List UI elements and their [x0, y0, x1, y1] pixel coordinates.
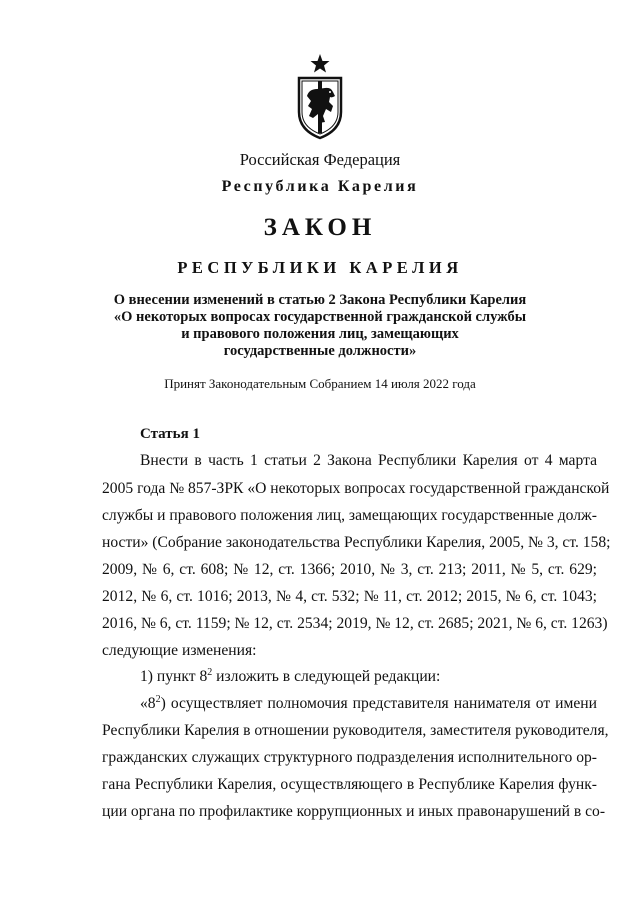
article-heading: Статья 1: [140, 426, 200, 442]
republic-name: Республика Карелия: [221, 178, 419, 195]
law-subject: [0, 292, 640, 360]
subject-line: О внесении изменений в статью 2 Закона Республики Карелия: [113, 292, 527, 308]
amendment-item: [140, 668, 597, 686]
paragraph-line: 2012, № 6, ст. 1016; 2013, № 4, ст. 532; № 11, ст. 2012; 2015, № 6, ст. 1043;: [102, 588, 597, 605]
subject-line: «О некоторых вопросах государственной гражданской службы: [113, 309, 527, 325]
country-name: Российская Федерация: [239, 150, 401, 169]
adoption-note: Принят Законодательным Собранием 14 июля 2022 года: [164, 376, 476, 391]
subject-line: и правового положения лиц, замещающих: [181, 326, 459, 342]
law-title: ЗАКОН: [263, 214, 377, 241]
quoted-text-line: Республики Карелия в отношении руководителя, заместителя руководителя,: [102, 722, 609, 739]
quote-text: «8: [140, 695, 156, 712]
law-subtitle: РЕСПУБЛИКИ КАРЕЛИЯ: [177, 258, 463, 277]
paragraph-line: 2016, № 6, ст. 1159; № 12, ст. 2534; 2019, № 12, ст. 2685; 2021, № 6, ст. 1263): [102, 615, 608, 632]
subject-line: государственные должности»: [223, 343, 417, 359]
quoted-text-line: [140, 695, 597, 713]
item-text: 1) пункт 8: [140, 668, 208, 685]
paragraph-line: ности» (Собрание законодательства Республики Карелия, 2005, № 3, ст. 158;: [102, 534, 611, 551]
quoted-text-line: ции органа по профилактике коррупционных и иных правонарушений в со-: [102, 803, 606, 820]
paragraph-line: службы и правового положения лиц, замещающих государственные долж-: [102, 507, 597, 524]
item-superscript: 2: [207, 667, 213, 678]
quote-text: ) осуществляет полномочия представителя нанимателя от имени: [160, 695, 597, 712]
paragraph-line: следующие изменения:: [102, 642, 257, 659]
quote-superscript: 2: [155, 694, 161, 705]
paragraph-line: 2009, № 6, ст. 608; № 12, ст. 1366; 2010, № 3, ст. 213; 2011, № 5, ст. 629;: [102, 561, 597, 578]
item-text: изложить в следующей редакции:: [212, 668, 441, 685]
quoted-text-line: гана Республики Карелия, осуществляющего в Республике Карелия функ-: [102, 776, 597, 793]
paragraph-line: Внести в часть 1 статьи 2 Закона Республики Карелия от 4 марта: [140, 452, 597, 469]
paragraph-line: 2005 года № 857-ЗРК «О некоторых вопросах государственной гражданской: [102, 480, 610, 497]
karelia-coat-of-arms-icon: [291, 52, 349, 140]
quoted-text-line: гражданских служащих структурного подразделения исполнительного ор-: [102, 749, 597, 766]
